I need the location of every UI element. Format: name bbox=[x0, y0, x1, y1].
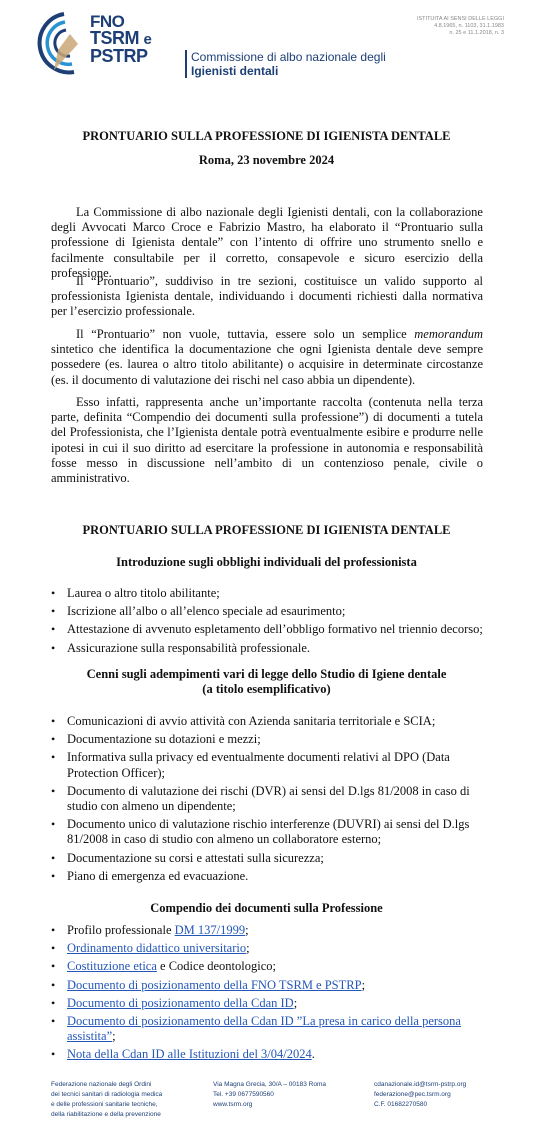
legal-line-2: 4.8.1965, n. 1103, 31.1.1983 bbox=[434, 23, 504, 29]
cenni-heading bbox=[0, 667, 533, 697]
intro-paragraph-2: Il “Prontuario”, suddiviso in tre sezioni, costituisce un valido supporto al professionista Igienista dentale, individuando i documenti richiesti dalla normativa per l’esercizio professionale. bbox=[51, 274, 483, 319]
compendio-tail: ; bbox=[245, 923, 249, 937]
p3-part-a: Il “Prontuario” non vuole, tuttavia, essere solo un semplice bbox=[76, 327, 415, 341]
ordinamento-didattico-link[interactable]: Ordinamento didattico universitario bbox=[67, 941, 247, 956]
legal-line-3: n. 25 e 11.1.2018, n. 3 bbox=[449, 30, 504, 36]
presa-in-carico-link[interactable]: Documento di posizionamento della Cdan ID ”La presa in carico della persona assistita” bbox=[67, 1014, 461, 1044]
document-date: Roma, 23 novembre 2024 bbox=[198, 153, 335, 167]
cenni-heading-line-2: (a titolo esemplificativo) bbox=[202, 682, 331, 696]
intro-paragraph-1: La Commissione di albo nazionale degli Igienisti dentali, con la collaborazione degli Avvocati Marco Croce e Fabrizio Mastro, ha elaborato il “Prontuario sulla professione di Igienista dentale” con l’intento di offrire uno strumento snello e facilmente consultabile per il corretto, consapevole e sicuro esercizio della professione. bbox=[51, 205, 483, 280]
p3-emphasis: memorandum bbox=[414, 327, 483, 341]
commission-line-2: Igienisti dentali bbox=[191, 64, 279, 78]
commission-line-1: Commissione di albo nazionale degli bbox=[191, 50, 386, 64]
list-item: • Informativa sulla privacy ed eventualmente documenti relativi al DPO (Data Protection Officer); bbox=[51, 750, 491, 780]
brand-line-fno: FNO bbox=[90, 12, 125, 31]
footer-line: C.F. 01682270580 bbox=[374, 1101, 428, 1108]
compendio-list bbox=[51, 923, 491, 1066]
list-item: • Assicurazione sulla responsabilità professionale. bbox=[51, 641, 491, 656]
list-item bbox=[51, 996, 491, 1011]
footer-line: dei tecnici sanitari di radiologia medica bbox=[51, 1091, 163, 1098]
footer-line: e delle professioni sanitarie tecniche, bbox=[51, 1101, 158, 1108]
posizionamento-fno-link[interactable]: Documento di posizionamento della FNO TSRM e PSTRP bbox=[67, 977, 362, 992]
list-item bbox=[51, 1047, 491, 1062]
list-item: • Attestazione di avvenuto espletamento dell’obbligo formativo nel triennio decorso; bbox=[51, 622, 491, 637]
compendio-tail: e Codice deontologico; bbox=[156, 959, 276, 974]
letterhead bbox=[34, 10, 504, 80]
posizionamento-cdan-link[interactable]: Documento di posizionamento della Cdan ID bbox=[67, 995, 294, 1010]
footer-line: Federazione nazionale degli Ordini bbox=[51, 1081, 152, 1088]
list-item: • Iscrizione all’albo o all’elenco speciale ad esaurimento; bbox=[51, 604, 491, 619]
footer-contacts bbox=[374, 1080, 466, 1110]
list-item: • Comunicazioni di avvio attività con Azienda sanitaria territoriale e SCIA; bbox=[51, 714, 491, 729]
list-item bbox=[51, 941, 491, 956]
footer-address bbox=[213, 1080, 326, 1110]
list-item: • Documento unico di valutazione rischio interferenze (DUVRI) ai sensi del D.lgs 81/2008 in caso di studio con almeno un collaboratore esterno; bbox=[51, 817, 491, 847]
list-item: • Piano di emergenza ed evacuazione. bbox=[51, 869, 491, 884]
intro-paragraph-4: Esso infatti, rappresenta anche un’importante raccolta (contenuta nella terza parte, definita “Compendio dei documenti sulla professione”) di documenti a tutela del Professionista, che l’Igienista dentale potrà eventualmente esibire e produrre nelle ipotesi in cui il suo diritto ad esercitare la professione in autonomia e responsabilità fosse messo in discussione nell’ambito di un contenzioso penale, civile o amministrativo. bbox=[51, 395, 483, 486]
cenni-list bbox=[51, 714, 491, 887]
brand-line-tsrm: TSRM bbox=[90, 28, 139, 48]
nota-istituzioni-link[interactable]: Nota della Cdan ID alle Istituzioni del 3/04/2024 bbox=[67, 1047, 312, 1062]
compendio-tail: ; bbox=[246, 941, 250, 956]
list-item: • Documentazione su dotazioni e mezzi; bbox=[51, 732, 491, 747]
cenni-heading-line-1: Cenni sugli adempimenti vari di legge dello Studio di Igiene dentale bbox=[86, 667, 447, 681]
list-item: • Laurea o altro titolo abilitante; bbox=[51, 586, 491, 601]
compendio-text: Profilo professionale bbox=[67, 923, 175, 937]
section-title: PRONTUARIO SULLA PROFESSIONE DI IGIENISTA DENTALE bbox=[82, 523, 451, 537]
legal-line-1: ISTITUITA AI SENSI DELLE LEGGI bbox=[416, 16, 504, 22]
list-item bbox=[51, 959, 491, 974]
footer-line: cdanazionale.id@tsrm-pstrp.org bbox=[374, 1081, 467, 1088]
list-item bbox=[51, 1014, 491, 1044]
legal-note bbox=[394, 16, 504, 37]
list-item bbox=[51, 978, 491, 993]
costituzione-etica-link[interactable]: Costituzione etica bbox=[67, 959, 157, 974]
fno-tsrm-logo-icon bbox=[34, 10, 96, 76]
list-item bbox=[51, 923, 491, 938]
list-item: • Documento di valutazione dei rischi (DVR) ai sensi del D.lgs 81/2008 in caso di studio con almeno un dipendente; bbox=[51, 784, 491, 814]
p3-part-b: sintetico che identifica la documentazione che ogni Igienista dentale deve sempre possedere (es. laurea o altro titolo abilitante) o acquisire in determinate circostanze (es. il documento di valutazione dei rischi nel caso abbia un dipendente). bbox=[51, 342, 483, 387]
compendio-tail: ; bbox=[112, 1029, 116, 1044]
compendio-tail: ; bbox=[361, 977, 366, 992]
footer-line: Tel. +39 0677590560 bbox=[213, 1091, 274, 1098]
footer-line: www.tsrm.org bbox=[213, 1101, 253, 1108]
footer-line: federazione@pec.tsrm.org bbox=[374, 1091, 451, 1098]
list-item: • Documentazione su corsi e attestati sulla sicurezza; bbox=[51, 851, 491, 866]
footer-federation bbox=[51, 1080, 162, 1120]
footer-line: della riabilitazione e della prevenzione bbox=[51, 1111, 161, 1118]
brand-wordmark bbox=[90, 14, 151, 64]
brand-e: e bbox=[143, 31, 152, 48]
obligations-list bbox=[51, 586, 491, 659]
footer-line: Via Magna Grecia, 30/A – 00183 Roma bbox=[213, 1081, 326, 1088]
dm-137-1999-link[interactable]: DM 137/1999 bbox=[174, 923, 246, 937]
document-title: PRONTUARIO SULLA PROFESSIONE DI IGIENISTA DENTALE bbox=[82, 129, 451, 143]
brand-line-pstrp: PSTRP bbox=[90, 46, 148, 66]
intro-paragraph-3 bbox=[51, 327, 483, 388]
commission-name bbox=[185, 50, 386, 78]
intro-obligations-heading: Introduzione sugli obblighi individuali del professionista bbox=[116, 555, 417, 569]
compendio-tail: ; bbox=[293, 995, 298, 1010]
compendio-tail: . bbox=[311, 1047, 315, 1062]
compendio-heading: Compendio dei documenti sulla Professione bbox=[150, 901, 383, 915]
